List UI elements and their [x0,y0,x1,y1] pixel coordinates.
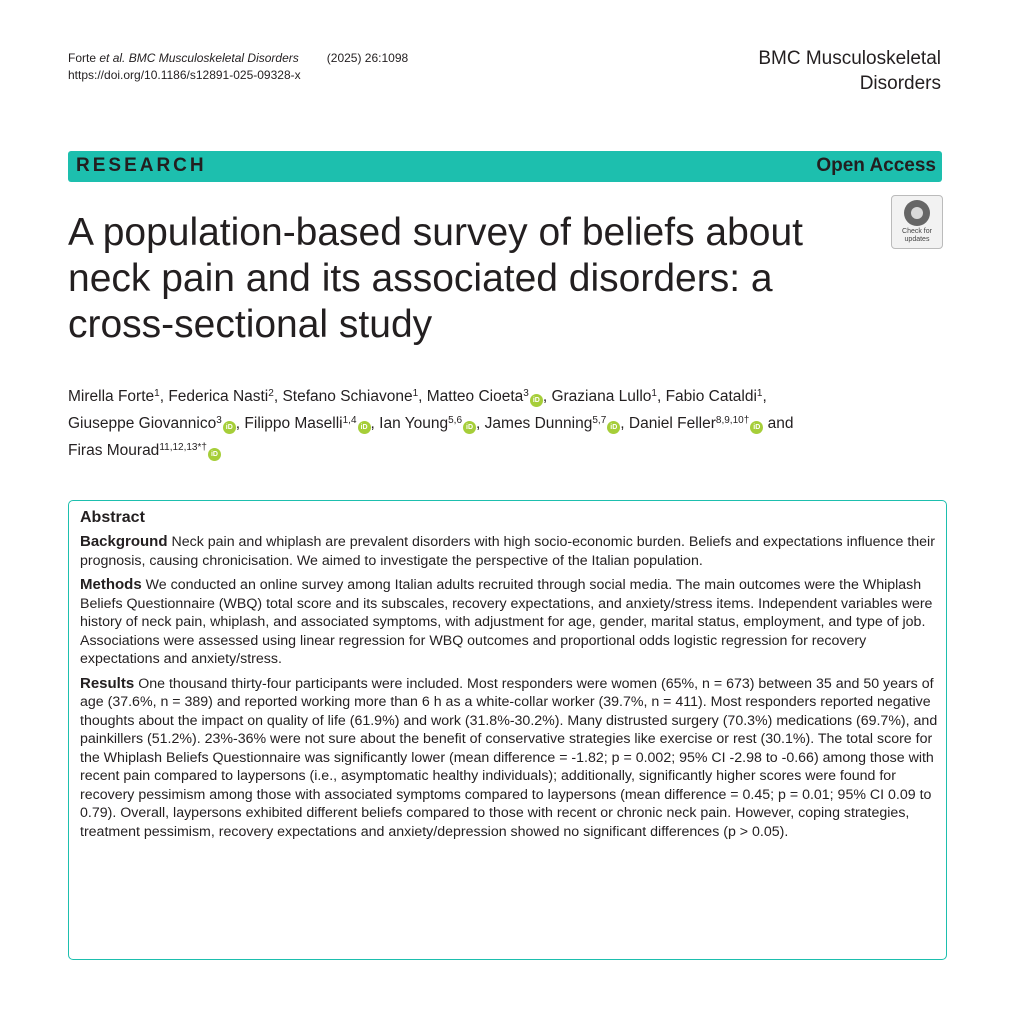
author-list [68,383,928,464]
abstract-results [80,675,940,842]
methods-text: We conducted an online survey among Italian adults recruited through social media. The main outcomes were the Whiplash Beliefs Questionnaire (WBQ) total score and its subscales, recovery expectations, and anxiety/stress items. Independent variables were history of neck pain, whiplash, and associated symptoms, with adjustment for age, gender, marital status, employment, and type of job. Associations were assessed using linear regression for WBQ outcomes and proportional odds logistic regression for recovery expectations and anxiety/stress. [80,577,933,667]
abstract-methods [80,576,940,669]
author-name: Daniel Feller [628,415,716,432]
author-affiliation: 1,4 [342,415,357,426]
citation-year-volume: (2025) 26:1098 [326,51,409,65]
citation-author: Forte [68,51,97,65]
author-affiliation: 3 [216,415,222,426]
journal-name-line1: BMC Musculoskeletal [758,48,941,69]
background-label: Background [80,533,168,550]
open-access-label: Open Access [816,155,936,176]
author-separator: , [370,415,380,432]
author-affiliation: 5,6 [448,415,463,426]
author-name: Federica Nasti [168,388,269,405]
check-for-updates-icon [904,200,930,226]
author-separator: , [159,388,169,405]
author-affiliation: 1 [154,388,160,399]
orcid-icon[interactable]: iD [358,421,371,434]
author-name: Firas Mourad [68,442,160,459]
article-type-label: RESEARCH [76,155,207,176]
author-separator: , [762,388,767,405]
author-name: Filippo Maselli [244,415,343,432]
journal-name-line2: Disorders [859,73,941,94]
orcid-icon[interactable]: iD [463,421,476,434]
citation-journal: BMC Musculoskeletal Disorders [128,51,299,65]
abstract-box [68,500,947,960]
author-separator: , [656,388,666,405]
citation-header [68,50,408,84]
check-for-updates-label: Check for updates [902,228,932,243]
author-name: Ian Young [379,415,449,432]
author-affiliation: 2 [268,388,274,399]
journal-name [758,46,941,96]
author-affiliation: 1 [651,388,657,399]
author-separator: , [418,388,427,405]
author-separator: , [542,388,552,405]
author-affiliation: 5,7 [592,415,607,426]
author-name: Mirella Forte [68,388,155,405]
author-separator: , [273,388,283,405]
check-for-updates-badge[interactable] [891,195,943,249]
author-name: Stefano Schiavone [282,388,413,405]
author-name: Matteo Cioeta [426,388,524,405]
author-affiliation: 1 [756,388,763,399]
abstract-background [80,533,940,570]
author-separator: , [476,415,485,432]
author-name: Graziana Lullo [551,388,652,405]
author-affiliation: 8,9,10† [715,415,750,426]
author-separator: and [763,415,794,432]
author-separator: , [235,415,245,432]
orcid-icon[interactable]: iD [530,394,543,407]
author-affiliation: 3 [523,388,529,399]
author-affiliation: 1 [412,388,419,399]
abstract-heading: Abstract [80,509,145,526]
article-type-banner [68,151,942,182]
background-text: Neck pain and whiplash are prevalent disorders with high socio-economic burden. Beliefs and expectations influence their prognosis, causing chronicisation. We aimed to investigate the perspective of the Italian population. [80,534,935,569]
orcid-icon[interactable]: iD [607,421,620,434]
results-text: One thousand thirty-four participants were included. Most responders were women (65%, n = 673) between 35 and 50 years of age (37.6%, n = 389) and reported working more than 6 h as a white-collar worker (39.7%, n = 411). Most responders reported negative thoughts about the impact on quality of life (61.9%) and work (31.8%-30.2%). Many distrusted surgery (70.3%) medications (69.7%), and painkillers (51.2%). 23%-36% were not sure about the benefit of conservative strategies like exercise or rest (30.1%). The total score for the Whiplash Beliefs Questionnaire was significantly lower (mean difference = -1.82; p = 0.002; 95% CI -2.98 to -0.66) among those with recent pain compared to laypersons (i.e., asymptomatic healthy individuals); additionally, significantly higher scores were found for recovery pessimism among those with associated symptoms compared to laypersons (mean difference = 0.45; p = 0.01; 95% CI 0.09 to 0.79). Overall, laypersons exhibited different beliefs compared to those with recent or chronic neck pain. However, coping strategies, treatment pessimism, recovery expectations and anxiety/depression showed no significant differences (p > 0.05). [80,675,938,840]
orcid-icon[interactable]: iD [208,448,221,461]
orcid-icon[interactable]: iD [223,421,236,434]
methods-label: Methods [80,576,142,593]
author-name: James Dunning [484,415,593,432]
author-affiliation: 11,12,13*† [159,442,207,453]
orcid-icon[interactable]: iD [750,421,763,434]
doi-link[interactable]: https://doi.org/10.1186/s12891-025-09328-x [68,68,301,82]
author-name: Fabio Cataldi [665,388,757,405]
author-separator: , [620,415,629,432]
article-title: A population-based survey of beliefs about neck pain and its associated disorders: a cross-sectional study [68,211,804,346]
results-label: Results [80,674,135,692]
citation-etal: et al. [99,51,126,65]
author-name: Giuseppe Giovannico [68,415,217,432]
